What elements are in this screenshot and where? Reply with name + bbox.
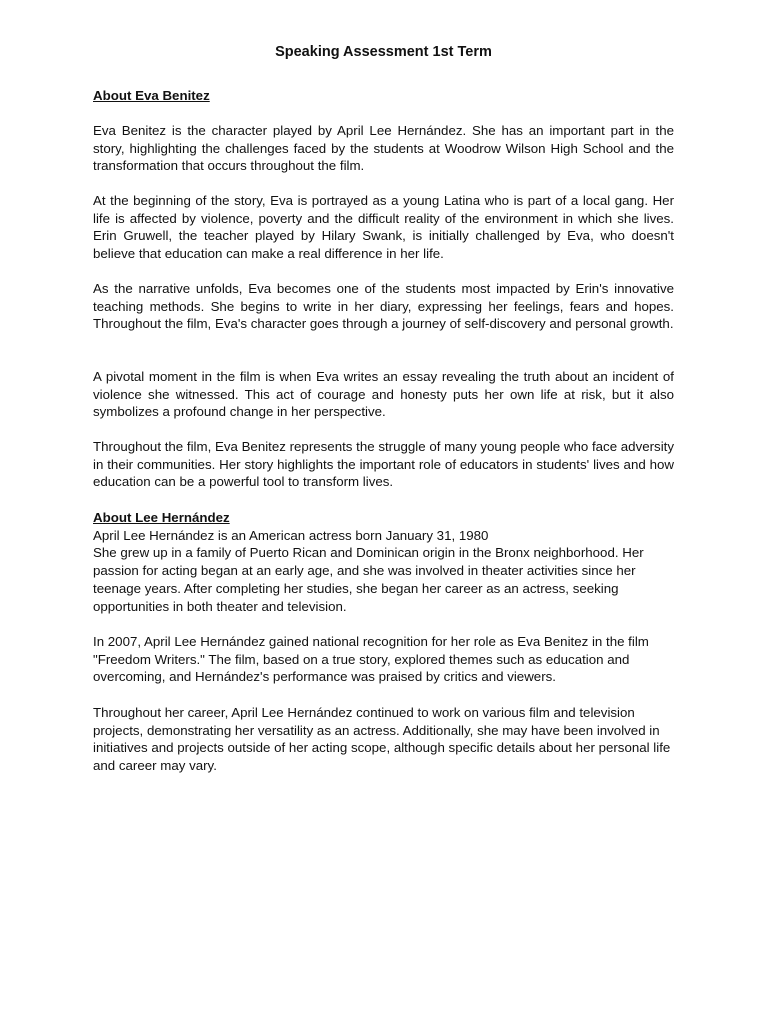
eva-paragraph-3: As the narrative unfolds, Eva becomes one of the students most impacted by Erin's innovative teaching methods. She begins to write in her diary, expressing her feelings, fears and hopes. Throughout the film, Eva's character goes through a journey of self-discovery and personal growth. <box>93 281 674 332</box>
paragraph-block-7 <box>93 704 674 775</box>
paragraph-block-5 <box>93 438 674 491</box>
section-heading-lee-hernandez: About Lee Hernández <box>93 510 230 525</box>
paragraph-block-3 <box>93 280 674 333</box>
lee-background-line: She grew up in a family of Puerto Rican and Dominican origin in the Bronx neighborhood. Her passion for acting began at an early age, and she was involved in theater activities since her teenage years. After completing her studies, she began her career as an actress, seeking opportunities in both theater and television. <box>93 545 644 614</box>
lee-paragraph-1: In 2007, April Lee Hernández gained national recognition for her role as Eva Benitez in the film "Freedom Writers." The film, based on a true story, explored themes such as education and overcoming, and Hernández's performance was praised by critics and viewers. <box>93 634 649 685</box>
paragraph-block-4 <box>93 368 674 421</box>
lee-paragraph-2: Throughout her career, April Lee Hernández continued to work on various film and television projects, demonstrating her versatility as an actress. Additionally, she may have been involved in initiatives and projects outside of her acting scope, although specific details about her personal life and career may vary. <box>93 705 671 774</box>
eva-paragraph-5: Throughout the film, Eva Benitez represents the struggle of many young people who face adversity in their communities. Her story highlights the important role of educators in students' lives and how education can be a powerful tool to transform lives. <box>93 439 674 490</box>
section-eva-heading-block <box>93 87 674 105</box>
paragraph-block-1 <box>93 122 674 175</box>
paragraph-block-2 <box>93 192 674 263</box>
eva-paragraph-2: At the beginning of the story, Eva is portrayed as a young Latina who is part of a local gang. Her life is affected by violence, poverty and the difficult reality of the environment in which she lives. Erin Gruwell, the teacher played by Hilary Swank, is initially challenged by Eva, who doesn't believe that education can make a real difference in her life. <box>93 193 674 262</box>
eva-paragraph-4: A pivotal moment in the film is when Eva writes an essay revealing the truth about an incident of violence she witnessed. This act of courage and honesty puts her own life at risk, but it also symbolizes a profound change in her perspective. <box>93 369 674 420</box>
document-title: Speaking Assessment 1st Term <box>275 44 492 60</box>
lee-birth-line: April Lee Hernández is an American actress born January 31, 1980 <box>93 527 489 543</box>
paragraph-block-6 <box>93 633 674 686</box>
section-lee-block <box>93 509 674 615</box>
section-heading-eva-benitez: About Eva Benitez <box>93 88 210 103</box>
eva-paragraph-1: Eva Benitez is the character played by April Lee Hernández. She has an important part in the story, highlighting the challenges faced by the students at Woodrow Wilson High School and the transformation that occurs throughout the film. <box>93 123 674 174</box>
